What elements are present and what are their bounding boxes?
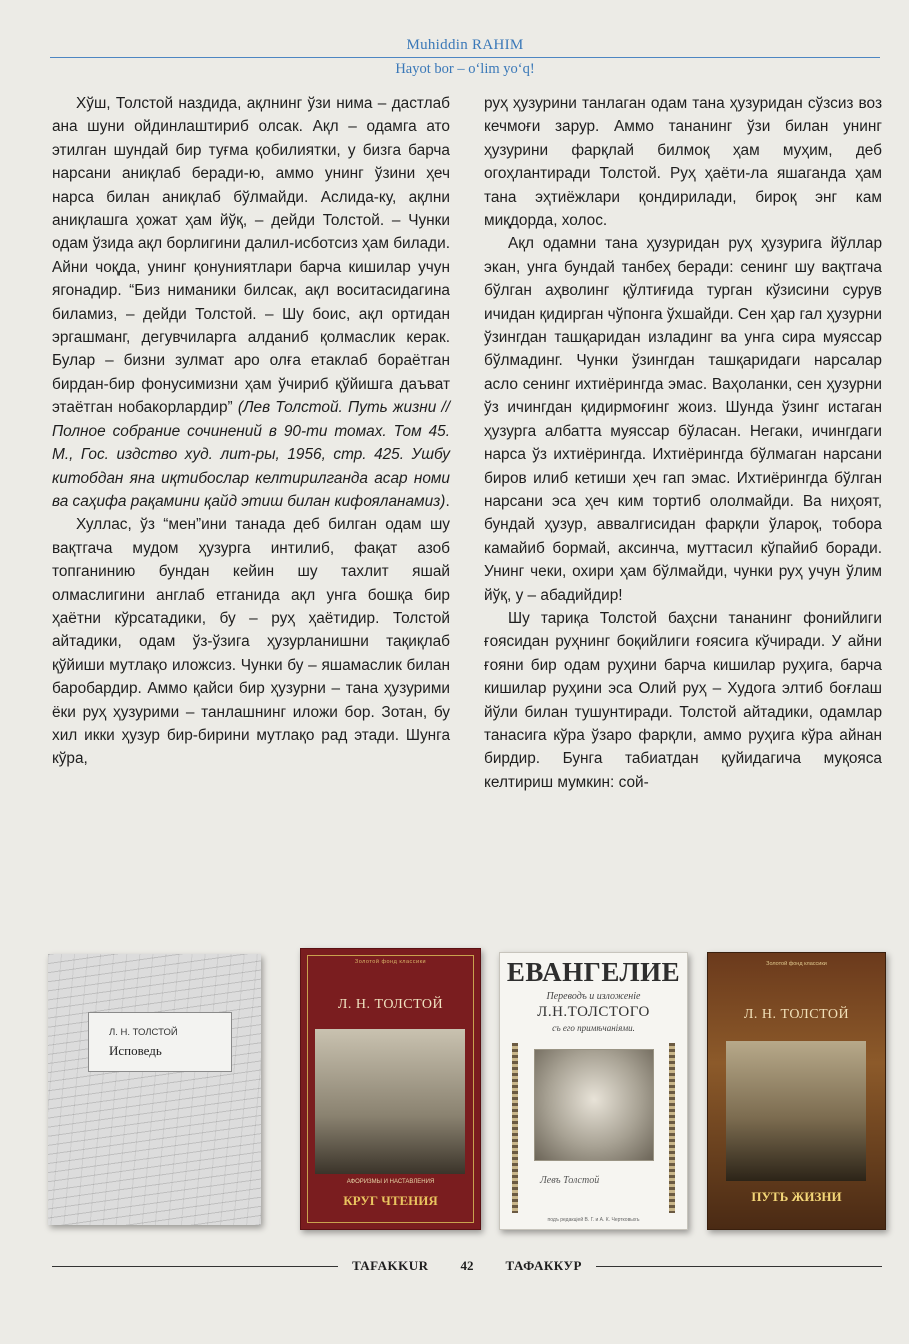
paragraph: руҳ ҳузурини танлаган одам тана ҳузуридан сўзсиз воз кечмоғи зарур. Аммо тананинг ўзи билан унинг ҳузурини фарқлай билмоқ ҳам муҳим, деб огоҳлантиради Толстой. Руҳ ҳаёти-ла яшаганда ҳам тана эҳтиёжлари қондирилади, бироқ энг кам миқдорда, холос. [484,95,882,230]
footer-rule [596,1266,882,1267]
book-title: ЕВАНГЕЛИЕ [506,957,681,987]
tolstoy-portrait [534,1049,654,1161]
ornament-pillar [669,1043,675,1213]
page-footer [52,1256,882,1276]
book-author: Л. Н. ТОЛСТОЙ [109,1027,178,1038]
right-column [484,92,882,932]
book-title: КРУГ ЧТЕНИЯ [343,1193,438,1208]
book-cover-krug-chteniya [300,948,481,1230]
book-author: Л. Н. ТОЛСТОЙ [743,1007,850,1022]
tolstoy-portrait [315,1029,465,1174]
left-column [52,92,450,932]
book-series: Золотой фонд классики [354,959,427,965]
page-number: 42 [460,1258,474,1273]
book-subtitle: съ его примѣчаніями. [552,1023,635,1033]
book-author: Л.Н.ТОЛСТОГО [537,1004,650,1020]
paragraph: Ақл одамни тана ҳузуридан руҳ ҳузурига йўллар экан, унга бундай танбеҳ беради: сенинг шу вақтгача бўлган аҳволинг қўлтиғида турган кўзисини сурув ичидан қидирган чўпонга ўхшайди. Сен ҳар гал ҳузурни ўзингдан ташқаридан изладинг ва унга сира муяссар бўлмадинг. Чунки ўзингдан ташқаридаги нарсалар асло сенинг ихтиёрингда эмас. Ваҳоланки, сен ҳузурни ўз ичингдан қидирмоғинг жоиз. Шунда ўзинг истаган ҳузурга албатта муяссар бўласан. Негаки, ичингдаги нарса ўз ихтиёрингда. Ихтиёрингда бўлмаган нарсани биров илиб кетиши ҳеч гап эмас. Ихтиёрингда бўлган нарсани эса ҳеч ким тортиб ололмайди. Ва ниҳоят, бундай ҳузур, аввалгисидан фарқли ўлароқ, тобора камайиб бормай, аксинча, муттасил кўпайиб боради. Унинг чеки, охири ҳам бўлмайди, чунки руҳ учун ўлим йўқ, у – абадийдир! [484,235,882,604]
header-subtitle: Hayot bor – o‘lim yo‘q! [395,61,535,77]
book-cover-evangelie [499,952,688,1230]
tolstoy-portrait [726,1041,866,1181]
citation: (Лев Толстой. Путь жизни // Полное собрание сочинений в 90-ти томах. Том 45. М., Гос. издство худ. лит-ры, 1956, стр. 425. Ушбу китобдан яна иқтибослар келтирилганда асар номи ва саҳифа рақамини қайд этиш билан кифояланамиз) [52,399,450,510]
header-author: Muhiddin RAHIM [406,37,524,53]
paragraph-end: . [445,492,450,510]
header-rule [50,57,880,58]
book-series: Золотой фонд классики [766,961,827,967]
footer-magazine-cyrillic: ТАФАККУР [505,1258,582,1273]
footer-magazine-latin: TAFAKKUR [352,1258,429,1273]
book-subtitle: Переводъ и изложеніе [546,991,641,1002]
book-cover-ispoved [48,954,261,1225]
book-cover-put-zhizni [707,952,886,1230]
book-covers [48,948,884,1228]
book-subtitle: АФОРИЗМЫ И НАСТАВЛЕНИЯ [346,1179,435,1185]
paragraph [52,92,450,513]
ornament-pillar [512,1043,518,1213]
book-title: ПУТЬ ЖИЗНИ [751,1189,842,1204]
book-title: Исповедь [109,1043,162,1058]
book-footer: подъ редакціей В. Г. и А. К. Чертковыхъ [547,1217,640,1223]
book-author: Л. Н. ТОЛСТОЙ [337,997,444,1012]
paragraph-text: Хўш, Толстой наздида, ақлнинг ўзи нима – дастлаб ана шуни ойдинлаштириб олсак. Ақл – одамга ато этилган шундай бир туғма қобилиятки, у бизга барча нарсани аниқлаб беради-ю, аммо унинг ўзини ҳеч нарса билан аниқлаб бўлмайди. Аслида-ку, ақлни аниқлашга ҳожат ҳам йўқ, – дейди Толстой. – Чунки одам ўзида ақл борлигини далил-исботсиз ҳам билади. Айни чоқда, унинг қонуниятлари барча кишилар учун ягонадир. “Биз ниманики билсак, ақл воситасидагина биламиз, – дейди Толстой. – Шу боис, ақл ортидан эргашманг, дегувчиларга алданиб қолмаслик керак. Булар – бизни зулмат аро олға етаклаб бораётган бирдан-бир фонусимизни ҳам ўчириб қўйишга даъват этаётган нобакорлардир” [52,95,450,417]
article-body [52,92,882,932]
cover-label [88,1012,232,1072]
paragraph: Хуллас, ўз “мен”ини танада деб билган одам шу вақтгача мудом ҳузурга интилиб, фақат азоб топганинию бундан кейин шу тахлит яшай олмаслигини англаб етганида ақл унга бошқа бир ҳаётни кўрсатадики, бу – руҳ ҳаётидир. Толстой айтадики, одам ўз-ўзига ҳузурланишни тақиқлаб қўйиши мутлақо иложсиз. Чунки бу – яшамаслик билан баробардир. Аммо қайси бир ҳузурни – тана ҳузурими ёки руҳ ҳузурими – танлашнинг иложи бор. Зотан, бу хил икки ҳузур бир-бирини мутлақо рад этади. Шунга кўра, [52,516,450,768]
running-header [50,36,880,78]
footer-rule [52,1266,338,1267]
paragraph: Шу тариқа Толстой баҳсни тананинг фонийлиги ғоясидан руҳнинг боқийлиги ғоясига кўчиради. У айни ғояни бир одам руҳини барча кишилар руҳига, барча кишилар руҳини эса Олий руҳ – Худога элтиб боғлаш йўли билан тушунтиради. Толстой айтадики, одамлар танасига кўра ўзаро фарқли, аммо руҳига кўра айнан бирдир. Бунга табиатдан қуйидагича муқояса келтириш мумкин: сой- [484,609,882,791]
signature: Левъ Толстой [540,1175,600,1186]
